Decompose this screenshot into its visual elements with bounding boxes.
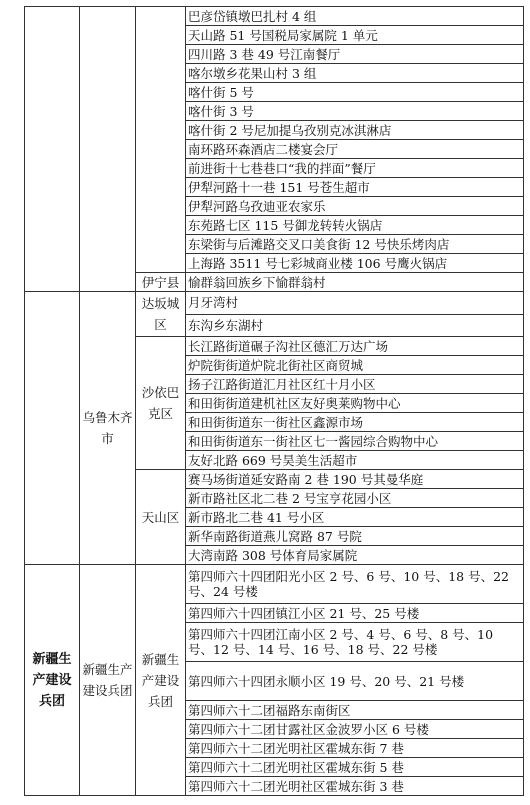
location-cell: 新市路北二巷 41 号小区 bbox=[186, 508, 524, 527]
location-table bbox=[24, 6, 524, 796]
table-row bbox=[25, 7, 524, 26]
district-yining-county: 伊宁县 bbox=[136, 273, 186, 292]
location-cell: 喀什街 3 号 bbox=[186, 102, 524, 121]
location-cell: 长江路街道碾子沟社区德汇万达广场 bbox=[186, 337, 524, 356]
location-cell: 愉群翁回族乡下愉群翁村 bbox=[186, 273, 524, 292]
location-cell: 第四师六十二团光明社区霍城东街 7 巷 bbox=[186, 739, 524, 758]
location-cell: 和田街街道建机社区友好奥莱购物中心 bbox=[186, 394, 524, 413]
location-cell: 月牙湾村 bbox=[186, 292, 524, 315]
region-cell-empty bbox=[25, 7, 80, 292]
location-cell: 扬子江路街道汇月社区红十月小区 bbox=[186, 375, 524, 394]
city-bingtuan: 新疆生产建设兵团 bbox=[80, 565, 136, 796]
location-cell: 喀什街 5 号 bbox=[186, 83, 524, 102]
location-cell: 大湾南路 308 号体育局家属院 bbox=[186, 546, 524, 565]
location-cell: 新市路社区北二巷 2 号宝亨花园小区 bbox=[186, 489, 524, 508]
location-cell: 和田街街道东一街社区鑫源市场 bbox=[186, 413, 524, 432]
location-cell: 喀什街 2 号尼加提乌孜别克冰淇淋店 bbox=[186, 121, 524, 140]
district-cell: 达坂城区 bbox=[136, 292, 186, 337]
location-cell: 巴彦岱镇墩巴扎村 4 组 bbox=[186, 7, 524, 26]
location-cell: 新华南路街道燕儿窝路 87 号院 bbox=[186, 527, 524, 546]
district-cell: 天山区 bbox=[136, 470, 186, 565]
region-cell-empty bbox=[25, 292, 80, 565]
location-cell: 四川路 3 巷 49 号江南餐厅 bbox=[186, 45, 524, 64]
location-cell: 第四师六十二团福路东南街区 bbox=[186, 701, 524, 720]
city-urumqi: 乌鲁木齐市 bbox=[80, 292, 136, 565]
location-cell: 东沟乡东湖村 bbox=[186, 314, 524, 337]
table-row bbox=[25, 565, 524, 604]
location-cell: 喀尔墩乡花果山村 3 组 bbox=[186, 64, 524, 83]
table-row bbox=[25, 292, 524, 315]
district-cell-empty bbox=[136, 7, 186, 273]
location-cell: 前进街十七巷巷口“我的拌面”餐厅 bbox=[186, 159, 524, 178]
district-cell: 沙依巴克区 bbox=[136, 337, 186, 470]
region-bingtuan: 新疆生产建设兵团 bbox=[25, 565, 80, 796]
district-bingtuan: 新疆生产建设兵团 bbox=[136, 565, 186, 796]
location-cell: 第四师六十四团镇江小区 21 号、25 号楼 bbox=[186, 604, 524, 623]
location-cell: 第四师六十二团甘露社区金波罗小区 6 号楼 bbox=[186, 720, 524, 739]
location-cell: 伊犁河路十一巷 151 号苍生超市 bbox=[186, 178, 524, 197]
location-cell: 第四师六十二团光明社区霍城东街 3 巷 bbox=[186, 777, 524, 796]
location-cell: 第四师六十四团永顺小区 19 号、20 号、21 号楼 bbox=[186, 662, 524, 701]
location-cell: 第四师六十四团江南小区 2 号、4 号、6 号、8 号、10 号、12 号、14 号、16 号、18 号、22 号楼 bbox=[186, 623, 524, 662]
location-cell: 上海路 3511 号七彩城商业楼 106 号鹰火锅店 bbox=[186, 254, 524, 273]
location-cell: 东苑路七区 115 号御龙转转火锅店 bbox=[186, 216, 524, 235]
location-cell: 天山路 51 号国税局家属院 1 单元 bbox=[186, 26, 524, 45]
location-cell: 和田街街道东一街社区七一酱园综合购物中心 bbox=[186, 432, 524, 451]
location-cell: 友好北路 669 号昊美生活超市 bbox=[186, 451, 524, 470]
location-cell: 南环路环森酒店二楼宴会厅 bbox=[186, 140, 524, 159]
location-cell: 第四师六十二团光明社区霍城东街 5 巷 bbox=[186, 758, 524, 777]
location-cell: 第四师六十四团阳光小区 2 号、6 号、10 号、18 号、22 号、24 号楼 bbox=[186, 565, 524, 604]
location-cell: 炉院街街道炉院北街社区商贸城 bbox=[186, 356, 524, 375]
city-cell-empty bbox=[80, 7, 136, 292]
location-cell: 伊犁河路乌孜迪亚农家乐 bbox=[186, 197, 524, 216]
location-cell: 东梁街与后滩路交叉口美食街 12 号快乐烤肉店 bbox=[186, 235, 524, 254]
location-cell: 赛马场街道延安路南 2 巷 190 号其曼华庭 bbox=[186, 470, 524, 489]
